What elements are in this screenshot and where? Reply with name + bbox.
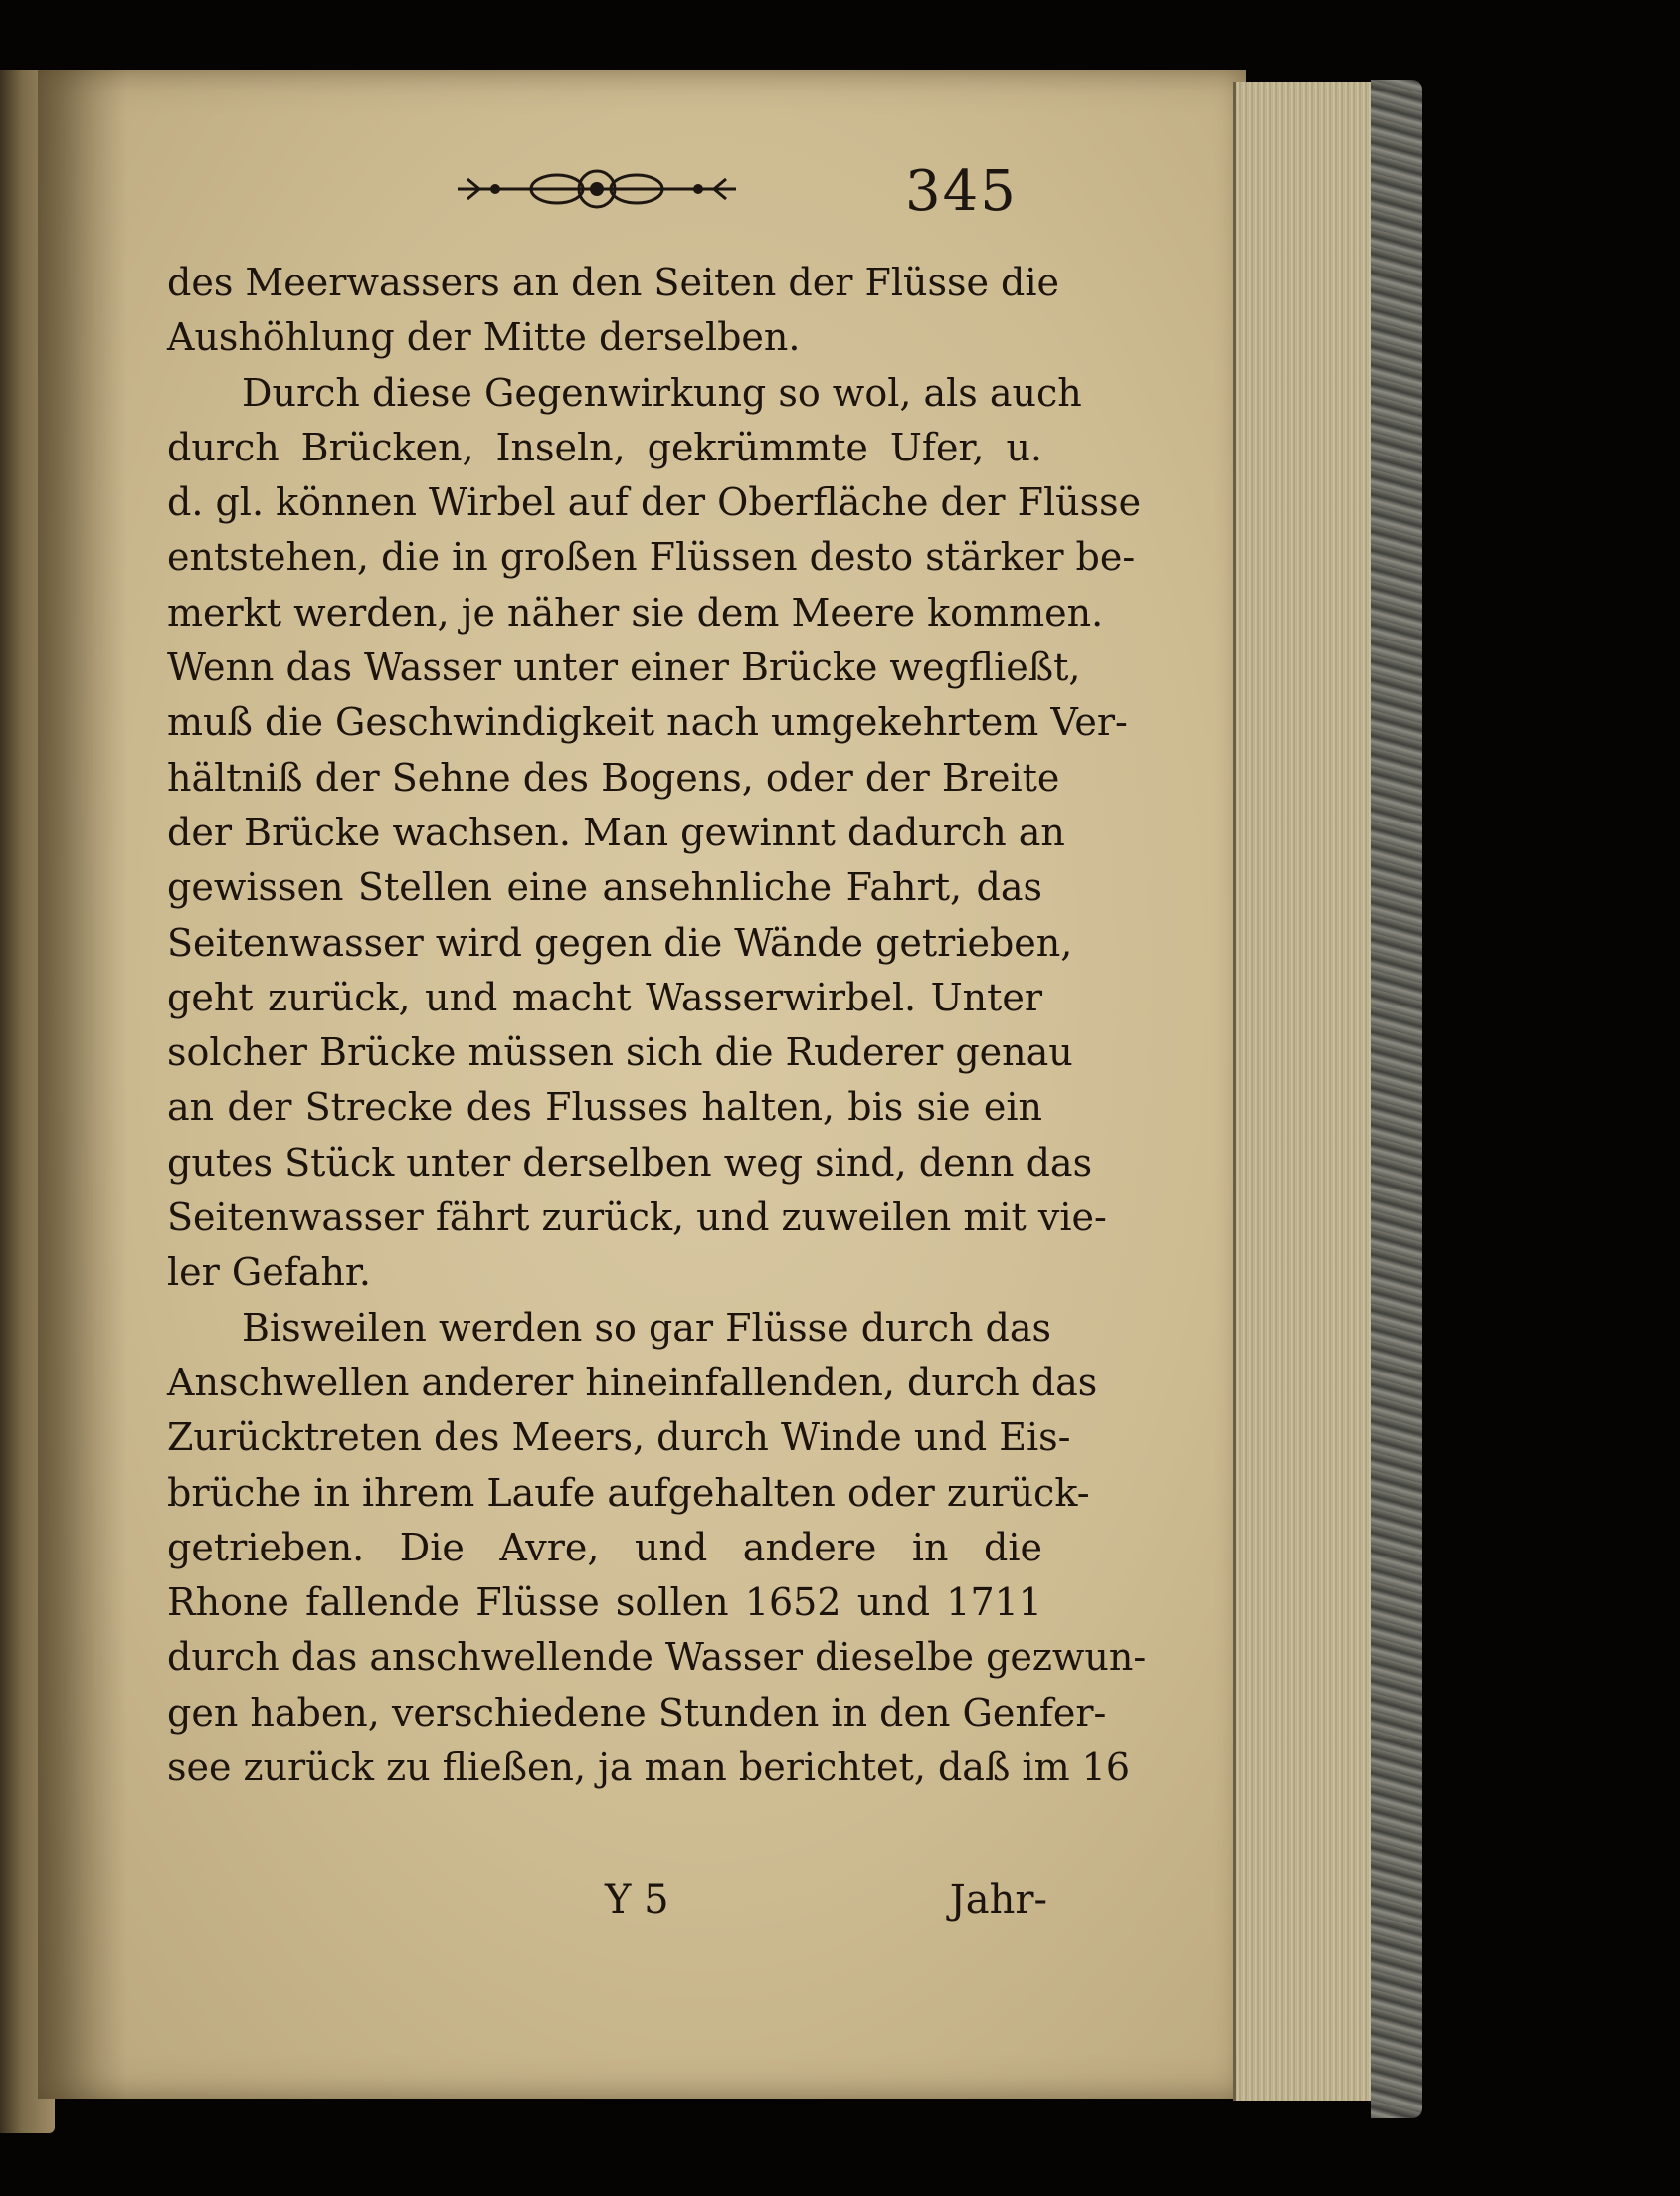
text-line: Zurücktreten des Meers, durch Winde und Eis- bbox=[167, 1415, 1071, 1460]
text-line: durch Brücken, Inseln, gekrümmte Ufer, u. bbox=[167, 425, 1042, 469]
text-line: Bisweilen werden so gar Flüsse durch das bbox=[242, 1305, 1052, 1350]
text-line: der Brücke wachsen. Man gewinnt dadurch an bbox=[167, 810, 1065, 854]
text-line: ler Gefahr. bbox=[167, 1250, 371, 1295]
text-line: brüche in ihrem Laufe aufgehalten oder zurück- bbox=[167, 1470, 1090, 1515]
running-header bbox=[418, 159, 1044, 224]
text-line: solcher Brücke müssen sich die Ruderer genau bbox=[167, 1030, 1073, 1075]
text-line: Rhone fallende Flüsse sollen 1652 und 1711 bbox=[167, 1580, 1042, 1625]
text-line: getrieben. Die Avre, und andere in die bbox=[167, 1525, 1042, 1569]
text-line: see zurück zu fließen, ja man berichtet, daß im 16 bbox=[167, 1745, 1131, 1790]
text-line: Seitenwasser wird gegen die Wände getrieben, bbox=[167, 920, 1073, 965]
body-text bbox=[167, 256, 1147, 1795]
text-line: durch das anschwellende Wasser dieselbe gezwun- bbox=[167, 1635, 1147, 1680]
text-line: hältniß der Sehne des Bogens, oder der Breite bbox=[167, 755, 1060, 800]
page-footer bbox=[167, 1870, 1047, 1929]
text-line: entstehen, die in großen Flüssen desto stärker be- bbox=[167, 535, 1136, 580]
text-line: Wenn das Wasser unter einer Brücke wegfließt, bbox=[167, 645, 1081, 690]
text-line: gutes Stück unter derselben weg sind, denn das bbox=[167, 1140, 1093, 1185]
text-line: Durch diese Gegenwirkung so wol, als auch bbox=[242, 370, 1082, 415]
decorative-ornament-icon bbox=[448, 167, 746, 211]
text-line: an der Strecke des Flusses halten, bis sie ein bbox=[167, 1085, 1042, 1130]
page-number: 345 bbox=[905, 159, 1018, 224]
text-line: geht zurück, und macht Wasserwirbel. Unter bbox=[167, 975, 1042, 1019]
text-line: Seitenwasser fährt zurück, und zuweilen mit vie- bbox=[167, 1195, 1107, 1240]
page-block-edges bbox=[1233, 82, 1376, 2101]
gutter-shadow bbox=[38, 70, 127, 2099]
text-line: gen haben, verschiedene Stunden in den Genfer- bbox=[167, 1690, 1107, 1735]
marbled-cover-edge bbox=[1371, 80, 1422, 2118]
signature-mark: Y 5 bbox=[605, 1877, 669, 1922]
text-line: muß die Geschwindigkeit nach umgekehrtem Ver- bbox=[167, 700, 1128, 745]
text-line: d. gl. können Wirbel auf der Oberfläche der Flüsse bbox=[167, 480, 1142, 525]
text-line: gewissen Stellen eine ansehnliche Fahrt, das bbox=[167, 865, 1042, 910]
text-line: Aushöhlung der Mitte derselben. bbox=[167, 315, 801, 360]
text-line: des Meerwassers an den Seiten der Flüsse die bbox=[167, 261, 1060, 304]
text-line: merkt werden, je näher sie dem Meere kommen. bbox=[167, 590, 1104, 635]
text-line: Anschwellen anderer hineinfallenden, durch das bbox=[167, 1360, 1098, 1404]
catchword: Jahr- bbox=[949, 1877, 1047, 1922]
